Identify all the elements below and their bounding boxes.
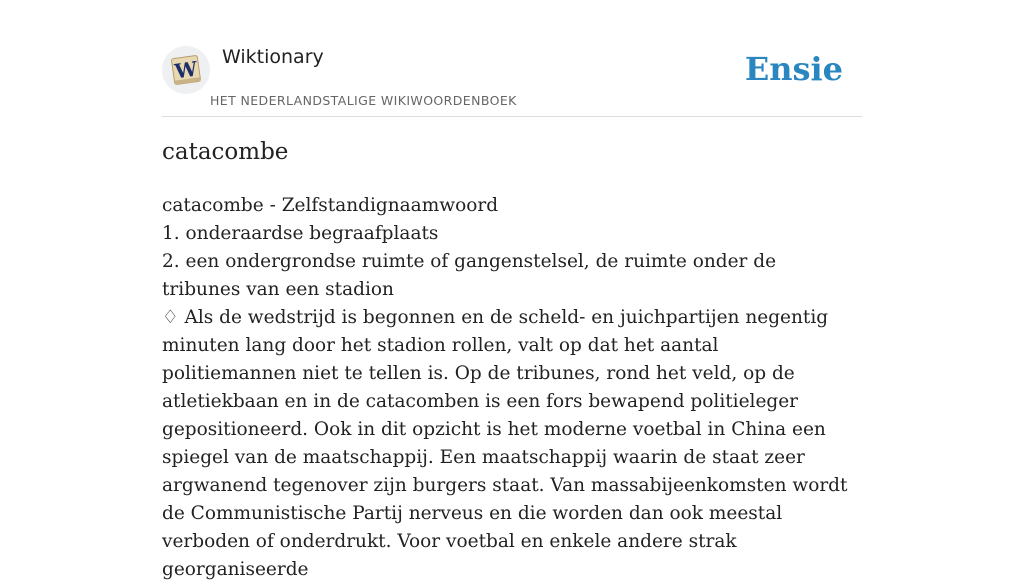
site-name[interactable]: Wiktionary xyxy=(222,46,324,68)
example-text: ♢ Als de wedstrijd is begonnen en de scheld- en juichpartijen negentig minuten lang door het stadion rollen, valt op dat het aantal politiemannen niet te tellen is. Op de tribunes, rond het veld, op de atletiekbaan en in de catacomben is een fors bewapend politieleger gepositioneerd. Ook in dit opzicht is het moderne voetbal in China een spiegel van de maatschappij. Een maatschappij waarin de staat zeer argwanend tegenover zijn burgers staat. Van massabijeenkomsten wordt de Communistische Partij nerveus en die worden dan ook meestal verboden of onderdrukt. Voor voetbal en enkele andere strak georganiseerde xyxy=(162,307,848,580)
definition-item: 2. een ondergrondse ruimte of gangenstelsel, de ruimte onder de tribunes van een stadion xyxy=(162,251,777,300)
ensie-brand-link[interactable]: Ensie xyxy=(744,50,843,88)
entry-heading: catacombe - Zelfstandignaamwoord xyxy=(162,195,499,216)
site-header xyxy=(162,0,862,117)
page-title: catacombe xyxy=(162,139,289,165)
wiktionary-logo-icon[interactable] xyxy=(162,46,210,94)
entry-body xyxy=(162,192,852,584)
page xyxy=(162,0,862,580)
svg-text:W: W xyxy=(173,56,199,84)
site-tagline: HET NEDERLANDSTALIGE WIKIWOORDENBOEK xyxy=(210,93,517,108)
definition-item: 1. onderaardse begraafplaats xyxy=(162,223,439,244)
